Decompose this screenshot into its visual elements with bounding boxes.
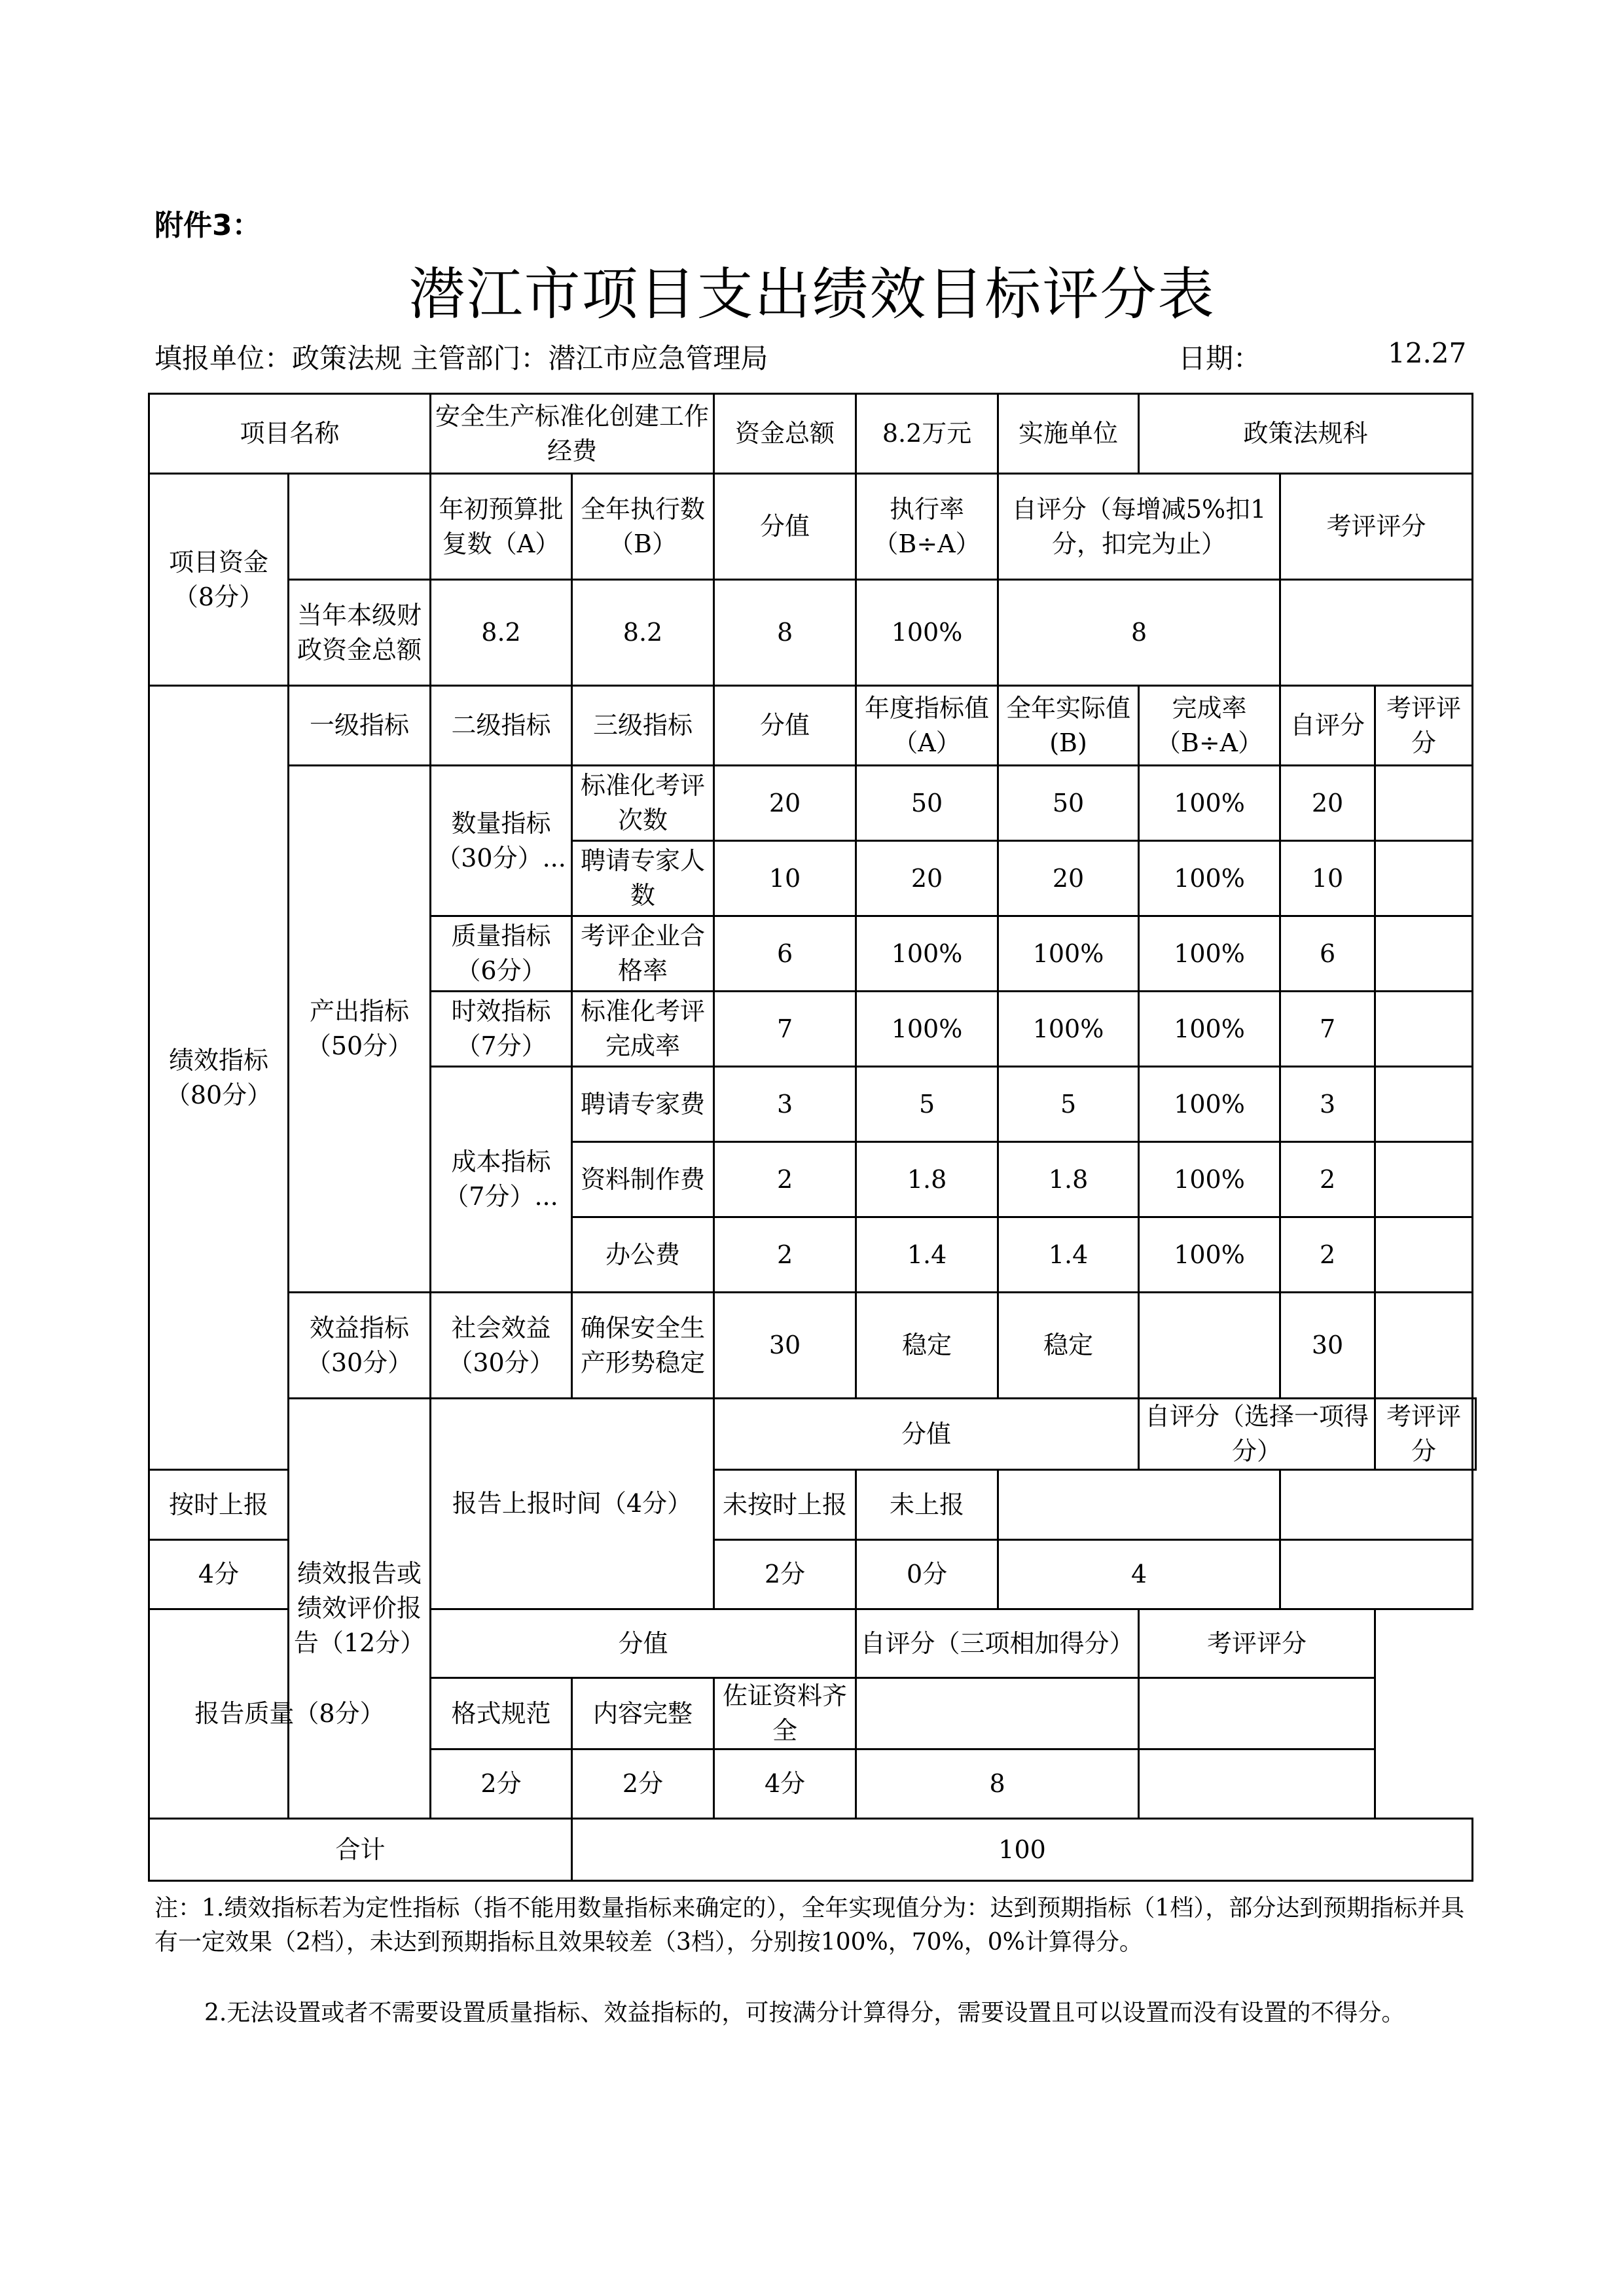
note-2: 2.无法设置或者不需要设置质量指标、效益指标的，可按满分计算得分，需要设置且可以设置而没有设置的不得分。 — [204, 2000, 1405, 2026]
date-value: 12.27 — [1388, 337, 1467, 369]
indicator-self: 2 — [1280, 1217, 1375, 1293]
indicator-target: 100% — [856, 916, 998, 992]
funds-executed-value: 8.2 — [572, 580, 714, 686]
indicator-target: 1.8 — [856, 1142, 998, 1217]
attachment-label: 附件3： — [154, 209, 261, 242]
funds-header-score: 分值 — [714, 474, 856, 580]
indicator-eval — [1375, 1067, 1473, 1142]
funds-header-budget: 年初预算批复数（A） — [431, 474, 572, 580]
perf-header-level3: 三级指标 — [572, 686, 714, 766]
page-title: 潜江市项目支出绩效目标评分表 — [408, 262, 1216, 327]
report-section-label: 绩效报告或绩效评价报告（12分） — [289, 1399, 431, 1819]
funds-header-executed: 全年执行数（B） — [572, 474, 714, 580]
perf-header-actual: 全年实际值(B) — [998, 686, 1139, 766]
indicator-rate: 100% — [1139, 841, 1280, 916]
report-quality-self-blank — [856, 1678, 1139, 1749]
funds-header-eval: 考评评分 — [1280, 474, 1473, 580]
impl-unit-value: 政策法规科 — [1139, 394, 1473, 474]
indicator-actual: 20 — [998, 841, 1139, 916]
indicator-rate: 100% — [1139, 1142, 1280, 1217]
funds-budget-value: 8.2 — [431, 580, 572, 686]
perf-header-target: 年度指标值（A） — [856, 686, 998, 766]
report-quality-eval-blank — [1139, 1678, 1375, 1749]
report-time-header-row — [149, 1399, 1476, 1470]
evaluation-table — [148, 393, 1477, 1882]
indicator-target: 20 — [856, 841, 998, 916]
perf-header-eval: 考评评分 — [1375, 686, 1473, 766]
indicator-score: 3 — [714, 1067, 856, 1142]
project-row — [149, 394, 1476, 474]
indicator-name: 聘请专家费 — [572, 1067, 714, 1142]
report-time-score: 4分 — [149, 1540, 289, 1609]
fill-unit: 填报单位：政策法规 主管部门：潜江市应急管理局 — [154, 342, 768, 374]
report-time-self-value: 4 — [998, 1540, 1280, 1609]
indicator-self: 10 — [1280, 841, 1375, 916]
indicator-score: 20 — [714, 766, 856, 841]
indicator-eval — [1375, 766, 1473, 841]
indicator-eval — [1375, 1293, 1473, 1399]
indicator-target: 5 — [856, 1067, 998, 1142]
indicator-self: 7 — [1280, 992, 1375, 1067]
indicator-score: 2 — [714, 1217, 856, 1293]
indicator-score: 10 — [714, 841, 856, 916]
report-quality-self-value: 8 — [856, 1749, 1139, 1819]
performance-section-label: 绩效指标（80分） — [149, 686, 289, 1470]
funds-header-row — [149, 474, 1476, 580]
indicator-target: 100% — [856, 992, 998, 1067]
fund-total-value: 8.2万元 — [856, 394, 998, 474]
indicator-self: 6 — [1280, 916, 1375, 992]
report-time-self-blank — [998, 1470, 1280, 1540]
report-time-eval-value — [1280, 1540, 1473, 1609]
report-time-eval-label: 考评评分 — [1375, 1399, 1473, 1470]
project-name-label: 项目名称 — [149, 394, 431, 474]
indicator-score: 2 — [714, 1142, 856, 1217]
impl-unit-label: 实施单位 — [998, 394, 1139, 474]
quantity-indicator-label: 数量指标（30分）... — [431, 766, 572, 916]
funds-blank-cell — [289, 474, 431, 580]
indicator-self: 30 — [1280, 1293, 1375, 1399]
report-time-score-label: 分值 — [714, 1399, 1139, 1470]
indicator-score: 30 — [714, 1293, 856, 1399]
funds-row-label: 当年本级财政资金总额 — [289, 580, 431, 686]
indicator-actual: 1.8 — [998, 1142, 1139, 1217]
output-indicator-label: 产出指标（50分） — [289, 766, 431, 1293]
report-quality-self-label: 自评分（三项相加得分） — [856, 1609, 1139, 1678]
perf-header-rate: 完成率（B÷A） — [1139, 686, 1280, 766]
indicator-target: 50 — [856, 766, 998, 841]
funds-header-rate: 执行率（B÷A） — [856, 474, 998, 580]
report-time-self-label: 自评分（选择一项得分） — [1139, 1399, 1375, 1470]
indicator-actual: 100% — [998, 916, 1139, 992]
indicator-target: 稳定 — [856, 1293, 998, 1399]
indicator-name: 标准化考评完成率 — [572, 992, 714, 1067]
fund-total-label: 资金总额 — [714, 394, 856, 474]
funds-rate-value: 100% — [856, 580, 998, 686]
report-quality-score: 2分 — [431, 1749, 572, 1819]
table-row — [149, 1293, 1476, 1399]
indicator-rate: 100% — [1139, 992, 1280, 1067]
report-time-option: 未上报 — [856, 1470, 998, 1540]
indicator-eval — [1375, 1217, 1473, 1293]
indicator-score: 6 — [714, 916, 856, 992]
perf-header-score: 分值 — [714, 686, 856, 766]
indicator-rate: 100% — [1139, 766, 1280, 841]
report-time-label: 报告上报时间（4分） — [431, 1399, 714, 1609]
report-quality-score-label: 分值 — [431, 1609, 856, 1678]
report-time-option: 未按时上报 — [714, 1470, 856, 1540]
social-benefit-label: 社会效益（30分） — [431, 1293, 572, 1399]
indicator-rate — [1139, 1293, 1280, 1399]
indicator-target: 1.4 — [856, 1217, 998, 1293]
indicator-name: 标准化考评次数 — [572, 766, 714, 841]
performance-header-row — [149, 686, 1476, 766]
project-name-value: 安全生产标准化创建工作经费 — [431, 394, 714, 474]
funds-score-value: 8 — [714, 580, 856, 686]
indicator-self: 20 — [1280, 766, 1375, 841]
cost-indicator-label: 成本指标（7分）... — [431, 1067, 572, 1293]
indicator-name: 聘请专家人数 — [572, 841, 714, 916]
indicator-self: 2 — [1280, 1142, 1375, 1217]
indicator-eval — [1375, 916, 1473, 992]
table-row — [149, 766, 1476, 841]
total-label: 合计 — [149, 1819, 572, 1881]
indicator-actual: 1.4 — [998, 1217, 1139, 1293]
indicator-rate: 100% — [1139, 916, 1280, 992]
report-quality-score: 2分 — [572, 1749, 714, 1819]
indicator-actual: 稳定 — [998, 1293, 1139, 1399]
funds-header-self: 自评分（每增减5%扣1分，扣完为止） — [998, 474, 1280, 580]
date-label: 日期： — [1178, 342, 1261, 374]
indicator-actual: 100% — [998, 992, 1139, 1067]
report-quality-label: 报告质量（8分） — [149, 1609, 431, 1819]
perf-header-level2: 二级指标 — [431, 686, 572, 766]
perf-header-self: 自评分 — [1280, 686, 1375, 766]
report-quality-option: 内容完整 — [572, 1678, 714, 1749]
funds-eval-value — [1280, 580, 1473, 686]
perf-header-level1: 一级指标 — [289, 686, 431, 766]
total-value: 100 — [572, 1819, 1473, 1881]
indicator-self: 3 — [1280, 1067, 1375, 1142]
report-quality-option: 格式规范 — [431, 1678, 572, 1749]
note-1: 注：1.绩效指标若为定性指标（指不能用数量指标来确定的），全年实现值分为：达到预期指标（1档），部分达到预期指标并具有一定效果（2档），未达到预期指标且效果较差（3档），分别按100%，70%，0%计算得分。 — [154, 1895, 1465, 1956]
funds-section-label: 项目资金（8分） — [149, 474, 289, 686]
report-time-eval-value-blank — [1280, 1470, 1473, 1540]
report-time-option: 按时上报 — [149, 1470, 289, 1540]
funds-value-row — [149, 580, 1476, 686]
indicator-name: 确保安全生产形势稳定 — [572, 1293, 714, 1399]
total-row — [149, 1819, 1476, 1881]
indicator-rate: 100% — [1139, 1067, 1280, 1142]
report-time-score: 0分 — [856, 1540, 998, 1609]
report-quality-eval-label: 考评评分 — [1139, 1609, 1375, 1678]
funds-self-value: 8 — [998, 580, 1280, 686]
indicator-rate: 100% — [1139, 1217, 1280, 1293]
indicator-eval — [1375, 841, 1473, 916]
indicator-score: 7 — [714, 992, 856, 1067]
timeliness-indicator-label: 时效指标（7分） — [431, 992, 572, 1067]
quality-indicator-label: 质量指标（6分） — [431, 916, 572, 992]
benefit-indicator-label: 效益指标（30分） — [289, 1293, 431, 1399]
indicator-name: 资料制作费 — [572, 1142, 714, 1217]
indicator-name: 办公费 — [572, 1217, 714, 1293]
report-quality-score: 4分 — [714, 1749, 856, 1819]
indicator-eval — [1375, 1142, 1473, 1217]
indicator-eval — [1375, 992, 1473, 1067]
indicator-actual: 5 — [998, 1067, 1139, 1142]
report-quality-option: 佐证资料齐全 — [714, 1678, 856, 1749]
report-quality-eval-value — [1139, 1749, 1375, 1819]
indicator-actual: 50 — [998, 766, 1139, 841]
report-time-score: 2分 — [714, 1540, 856, 1609]
indicator-name: 考评企业合格率 — [572, 916, 714, 992]
report-time-eval-blank — [1473, 1399, 1476, 1470]
